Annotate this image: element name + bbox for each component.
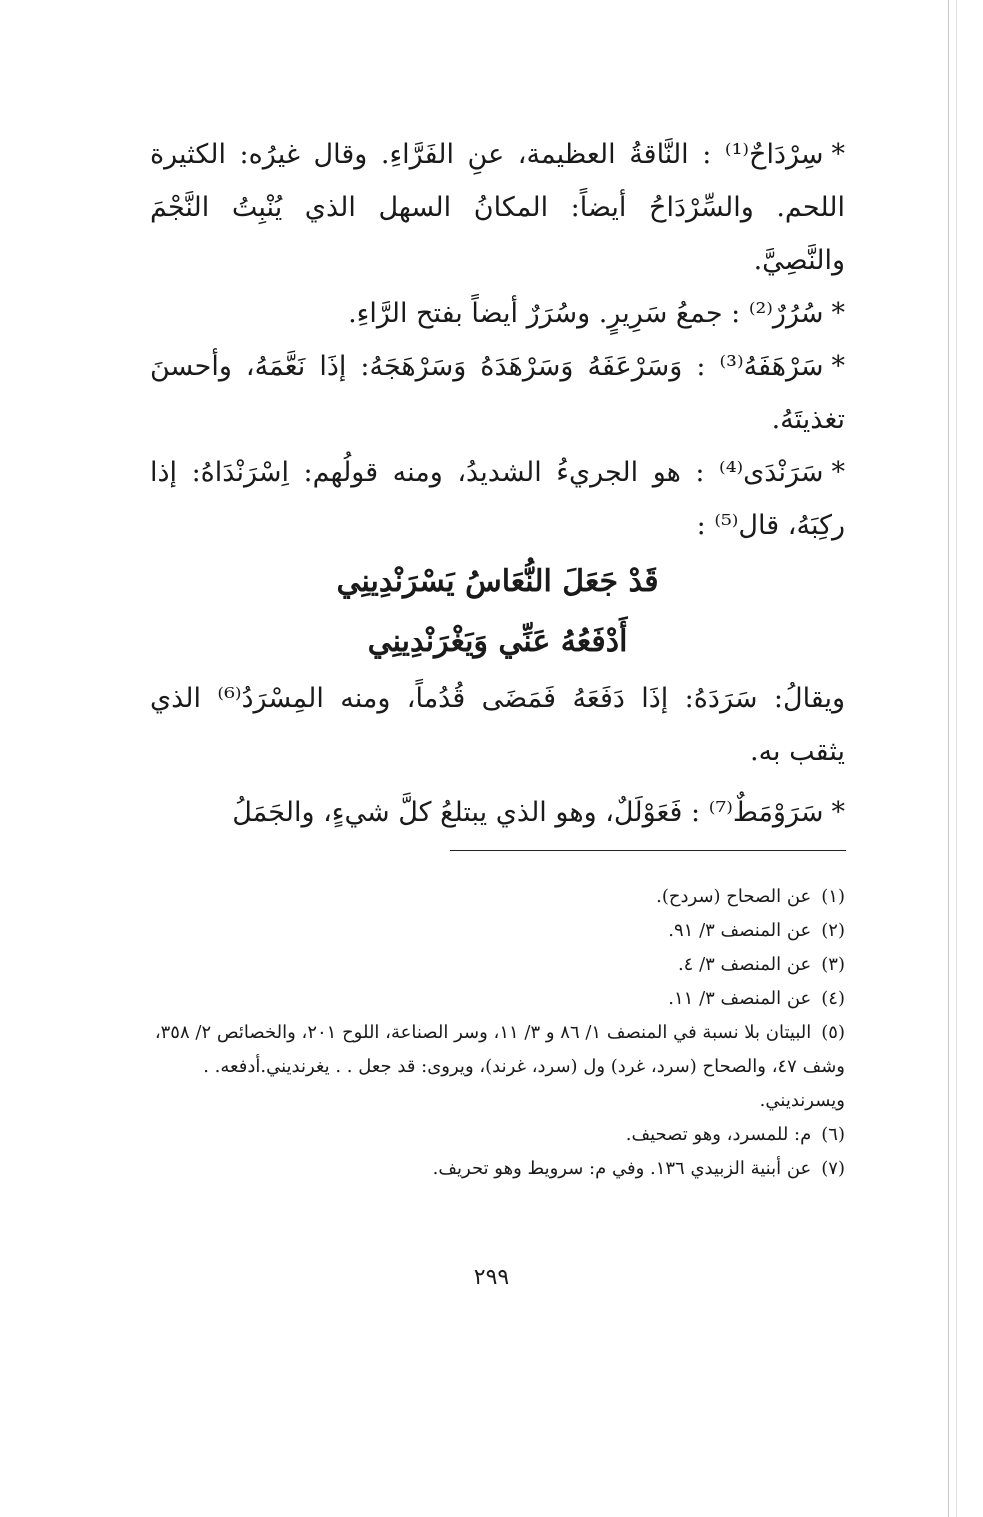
footnote-number: (٤) <box>821 988 845 1009</box>
footnote-number: (٢) <box>821 920 845 941</box>
entry-text: سَرْهَفَهُ⁽³⁾ : وَسَرْعَفَهُ وَسَرْهَدَهُ وَسَرْهَجَهُ: إذَا نَعَّمَهُ، وأحسنَ تغذيتَهُ. <box>150 351 845 435</box>
footnote-item <box>150 948 845 982</box>
entry-star-marker: * <box>831 797 845 828</box>
entry-star-marker: * <box>831 457 845 488</box>
entry-star-marker: * <box>831 298 845 329</box>
footnote-item <box>150 1118 845 1152</box>
footnote-divider <box>450 850 846 851</box>
page-number: ٢٩٩ <box>473 1265 510 1290</box>
entry-text: سِرْدَاحٌ⁽¹⁾ : النَّاقةُ العظيمة، عنِ الفَرَّاءِ. وقال غيرُه: الكثيرة اللحم. والسِّرْدَاحُ أيضاً: المكانُ السهل الذي يُنْبِتُ النَّجْمَ والنَّصِيَّ. <box>150 139 845 276</box>
entry-surur <box>150 287 845 340</box>
entry-star-marker: * <box>831 351 845 382</box>
verse-line-2: أَدْفَعُهُ عَنِّي وَيَغْرَنْدِينِي <box>367 624 628 659</box>
entry-star-marker: * <box>831 139 845 170</box>
footnote-text: عن المنصف ٣/ ١١. <box>668 988 812 1009</box>
verse-line-1: قَدْ جَعَلَ النُّعَاسُ يَسْرَنْدِينِي <box>336 564 659 599</box>
paragraph-saradahu: ويقالُ: سَرَدَهُ: إذَا دَفَعَهُ فَمَضَى قُدُماً، ومنه المِسْرَدُ⁽⁶⁾ الذي يثقب به. <box>150 683 846 767</box>
entry-sarhafahu <box>150 340 845 446</box>
footnote-item <box>150 1016 845 1118</box>
entry-sarandaa <box>150 446 845 552</box>
main-text <box>150 128 845 839</box>
entry-text: سَرَنْدَى⁽⁴⁾ : هو الجريءُ الشديدُ، ومنه قولُهم: اِسْرَنْدَاهُ: إذا ركِبَهُ، قال⁽⁵⁾ : <box>150 457 845 541</box>
footnote-text: البيتان بلا نسبة في المنصف ١/ ٨٦ و ٣/ ١١، وسر الصناعة، اللوح ٢٠١، والخصائص ٢/ ٣٥٨، وشف ٤٧، والصحاح (سرد، غرد) ول (سرد، غرند)، ويروى: قد جعل . . يغرنديني.أدفعه. . ويسرنديني. <box>154 1022 845 1111</box>
footnote-text: عن المنصف ٣/ ٩١. <box>668 920 812 941</box>
footnote-item <box>150 880 845 914</box>
footnotes <box>150 880 845 1186</box>
footnote-text: عن الصحاح (سردح). <box>656 886 812 907</box>
footnote-number: (٥) <box>821 1022 845 1043</box>
footnote-number: (٦) <box>821 1124 845 1145</box>
footnote-number: (٧) <box>821 1158 845 1179</box>
footnote-text: عن أبنية الزبيدي ١٣٦. وفي م: سرويط وهو تحريف. <box>432 1158 812 1179</box>
footnote-text: م: للمسرد، وهو تصحيف. <box>625 1124 812 1145</box>
footnote-item <box>150 982 845 1016</box>
footnote-number: (٣) <box>821 954 845 975</box>
footnote-item <box>150 1152 845 1186</box>
entry-sarawmat <box>150 786 845 839</box>
footnote-number: (١) <box>821 886 845 907</box>
entry-sirdah <box>150 128 845 287</box>
entry-text: سَرَوْمَطٌ⁽⁷⁾ : فَعَوْلَلٌ، وهو الذي يبتلعُ كلَّ شيءٍ، والجَمَلُ <box>232 797 824 828</box>
footnote-item <box>150 914 845 948</box>
footnote-text: عن المنصف ٣/ ٤. <box>677 954 812 975</box>
entry-text: سُرُرٌ⁽²⁾ : جمعُ سَرِيرٍ. وسُرَرٌ أيضاً بفتح الرَّاءِ. <box>348 298 824 329</box>
